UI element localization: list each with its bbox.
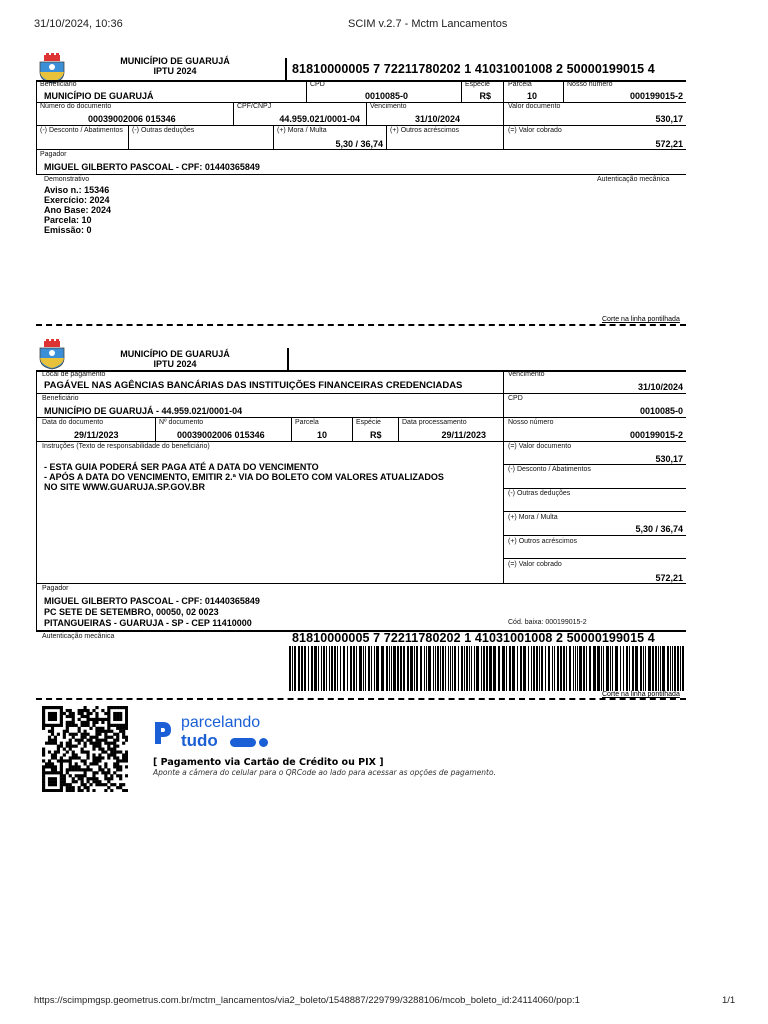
municipal-crest-icon	[36, 338, 68, 370]
boleto-no-documento: 00039002006 015346	[177, 430, 265, 440]
boleto-grid-line	[503, 558, 686, 559]
slip-label-autenticacao: Autenticação mecânica	[597, 176, 670, 183]
boleto-grid-line	[36, 393, 686, 394]
slip-label-demonstrativo: Demonstrativo	[44, 176, 90, 183]
slip-especie: R$	[479, 91, 491, 101]
slip-issuer-name: MUNICÍPIO DE GUARUJÁ	[120, 56, 230, 66]
instruction-line: - ESTA GUIA PODERÁ SER PAGA ATÉ A DATA DO VENCIMENTO	[44, 462, 319, 472]
boleto-grid-line	[291, 417, 292, 441]
boleto-nosso-numero: 000199015-2	[629, 430, 683, 440]
boleto-label-outros-acrescimos: (+) Outros acréscimos	[508, 538, 578, 545]
slip-label-valor-cobrado: (=) Valor cobrado	[508, 127, 562, 134]
slip-valor-documento: 530,17	[655, 114, 683, 124]
slip-pagador: MIGUEL GILBERTO PASCOAL - CPF: 01440365849	[44, 162, 260, 172]
slip-label-cpd: CPD	[310, 81, 325, 88]
slip-digitable-line: 81810000005 7 72211780202 1 41031001008 2 50000199015 4	[292, 62, 655, 76]
cut-line	[36, 324, 686, 326]
boleto-cpd: 0010085-0	[639, 406, 683, 416]
slip-cpd: 0010085-0	[364, 91, 408, 101]
boleto-grid-line	[352, 417, 353, 441]
brand-name-line2: tudo	[181, 731, 218, 750]
pagador-line: PC SETE DE SETEMBRO, 00050, 02 0023	[44, 607, 219, 617]
promo-heading: [ Pagamento via Cartão de Crédito ou PIX ]	[153, 757, 384, 768]
slip-vencimento: 31/10/2024	[414, 114, 460, 124]
slip-grid-line	[386, 125, 387, 149]
slip-label-valor-documento: Valor documento	[508, 103, 561, 110]
demonstrativo-line: Parcela: 10	[44, 215, 92, 225]
boleto-digitable-line: 81810000005 7 72211780202 1 41031001008 2 50000199015 4	[292, 631, 655, 645]
brand-name-line1: parcelando	[181, 714, 261, 731]
boleto-label-mora-multa: (+) Mora / Multa	[508, 514, 558, 521]
boleto-label-no-documento: Nº documento	[159, 419, 204, 426]
boleto-label-beneficiario: Beneficiário	[42, 395, 79, 402]
boleto-local-pagamento: PAGÁVEL NAS AGÊNCIAS BANCÁRIAS DAS INSTITUIÇÕES FINANCEIRAS CREDENCIADAS	[44, 380, 463, 391]
boleto-grid-line	[503, 370, 504, 583]
slip-beneficiario: MUNICÍPIO DE GUARUJÁ	[44, 91, 154, 101]
slip-grid-line	[36, 80, 37, 174]
brand-pill-icon	[230, 738, 256, 747]
boleto-label-desconto: (-) Desconto / Abatimentos	[508, 466, 591, 473]
slip-label-outros-acrescimos: (+) Outros acréscimos	[390, 127, 460, 134]
print-page-title: SCIM v.2.7 - Mctm Lancamentos	[348, 18, 508, 30]
boleto-grid-line	[503, 488, 686, 489]
boleto-label-vencimento: Vencimento	[508, 371, 545, 378]
boleto-grid-line	[36, 441, 686, 442]
brand-dot-icon	[259, 738, 268, 747]
boleto-issuer-subtitle: IPTU 2024	[153, 359, 197, 369]
boleto-beneficiario: MUNICÍPIO DE GUARUJÁ - 44.959.021/0001-04	[44, 406, 243, 416]
boleto-label-outras-deducoes: (-) Outras deduções	[508, 490, 571, 497]
boleto-parcela: 10	[317, 430, 328, 440]
slip-label-mora-multa: (+) Mora / Multa	[277, 127, 327, 134]
pagador-line: MIGUEL GILBERTO PASCOAL - CPF: 01440365849	[44, 596, 260, 606]
boleto-label-nosso-numero: Nosso número	[508, 419, 554, 426]
instruction-line: NO SITE WWW.GUARUJA.SP.GOV.BR	[44, 482, 206, 492]
demonstrativo-line: Emissão: 0	[44, 225, 92, 235]
boleto-grid-line	[36, 370, 37, 630]
cut-line-label: Corte na linha pontilhada	[602, 691, 680, 698]
boleto-label-autenticacao: Autenticação mecânica	[42, 633, 115, 640]
slip-parcela: 10	[527, 91, 538, 101]
print-page-count: 1/1	[722, 995, 736, 1006]
payment-qr-code[interactable]	[42, 706, 128, 792]
slip-label-beneficiario: Beneficiário	[40, 81, 77, 88]
boleto-valor-cobrado: 572,21	[655, 573, 683, 583]
slip-label-outras-deducoes: (-) Outras deduções	[132, 127, 195, 134]
boleto-grid-line	[36, 417, 686, 418]
boleto-data-processamento: 29/11/2023	[441, 430, 486, 440]
boleto-label-valor-documento: (=) Valor documento	[508, 443, 572, 450]
slip-label-numero-documento: Número do documento	[40, 103, 112, 110]
slip-label-parcela: Parcela	[508, 81, 532, 88]
boleto-grid-line	[155, 417, 156, 441]
slip-cpf-cnpj: 44.959.021/0001-04	[279, 114, 360, 124]
slip-label-nosso-numero: Nosso número	[567, 81, 613, 88]
parcelando-tudo-logo-icon	[152, 720, 174, 746]
print-url: https://scimpmgsp.geometrus.com.br/mctm_lancamentos/via2_boleto/1548887/229799/3288106/mcob_boleto_id:24114060/pop:1	[34, 995, 580, 1006]
slip-grid-line	[36, 125, 686, 126]
pagador-line: PITANGUEIRAS - GUARUJA - SP - CEP 11410000	[44, 618, 252, 628]
slip-valor-cobrado: 572,21	[655, 139, 683, 149]
boleto-grid-line	[503, 535, 686, 536]
boleto-label-pagador: Pagador	[42, 585, 69, 592]
slip-grid-line	[128, 125, 129, 149]
instruction-line: - APÓS A DATA DO VENCIMENTO, EMITIR 2.ª VIA DO BOLETO COM VALORES ATUALIZADOS	[44, 472, 444, 482]
boleto-grid-line	[503, 511, 686, 512]
print-timestamp: 31/10/2024, 10:36	[34, 18, 123, 30]
demonstrativo-line: Aviso n.: 15346	[44, 185, 110, 195]
boleto-valor-documento: 530,17	[655, 454, 683, 464]
slip-label-especie: Espécie	[465, 81, 490, 88]
cut-line-label: Corte na linha pontilhada	[602, 316, 680, 323]
barcode	[289, 646, 686, 691]
promo-subtext: Aponte a câmera do celular para o QRCode ao lado para acessar as opções de pagamento.	[153, 768, 496, 777]
slip-header-divider	[285, 58, 287, 80]
slip-grid-line	[36, 174, 686, 175]
slip-label-pagador: Pagador	[40, 151, 67, 158]
boleto-grid-line	[36, 370, 686, 372]
slip-grid-line	[36, 149, 686, 150]
demonstrativo-line: Exercício: 2024	[44, 195, 110, 205]
boleto-vencimento: 31/10/2024	[637, 382, 683, 392]
boleto-label-local-pagamento: Local de pagamento	[42, 371, 106, 378]
slip-label-vencimento: Vencimento	[370, 103, 407, 110]
cut-line	[36, 698, 686, 700]
slip-nosso-numero: 000199015-2	[629, 91, 683, 101]
boleto-label-instrucoes: Instruções (Texto de responsabilidade do beneficiário)	[42, 443, 210, 450]
boleto-label-valor-cobrado: (=) Valor cobrado	[508, 561, 562, 568]
boleto-label-cpd: CPD	[508, 395, 523, 402]
boleto-label-data-documento: Data do documento	[42, 419, 104, 426]
slip-label-desconto: (-) Desconto / Abatimentos	[40, 127, 123, 134]
slip-label-cpf-cnpj: CPF/CNPJ	[237, 103, 272, 110]
boleto-especie: R$	[370, 430, 382, 440]
boleto-grid-line	[503, 464, 686, 465]
slip-mora-multa: 5,30 / 36,74	[335, 139, 383, 149]
boleto-grid-line	[36, 583, 686, 584]
boleto-mora-multa: 5,30 / 36,74	[635, 524, 683, 534]
boleto-label-data-processamento: Data processamento	[402, 419, 467, 426]
boleto-header-divider	[287, 348, 289, 370]
slip-grid-line	[36, 102, 686, 103]
slip-issuer-subtitle: IPTU 2024	[153, 66, 197, 76]
boleto-cod-baixa: Cód. baixa: 000199015-2	[508, 619, 587, 626]
boleto-issuer-name: MUNICÍPIO DE GUARUJÁ	[120, 349, 230, 359]
slip-numero-documento: 00039002006 015346	[88, 114, 176, 124]
boleto-label-especie: Espécie	[356, 419, 381, 426]
boleto-label-parcela: Parcela	[295, 419, 319, 426]
boleto-data-documento: 29/11/2023	[74, 430, 119, 440]
demonstrativo-line: Ano Base: 2024	[44, 205, 112, 215]
